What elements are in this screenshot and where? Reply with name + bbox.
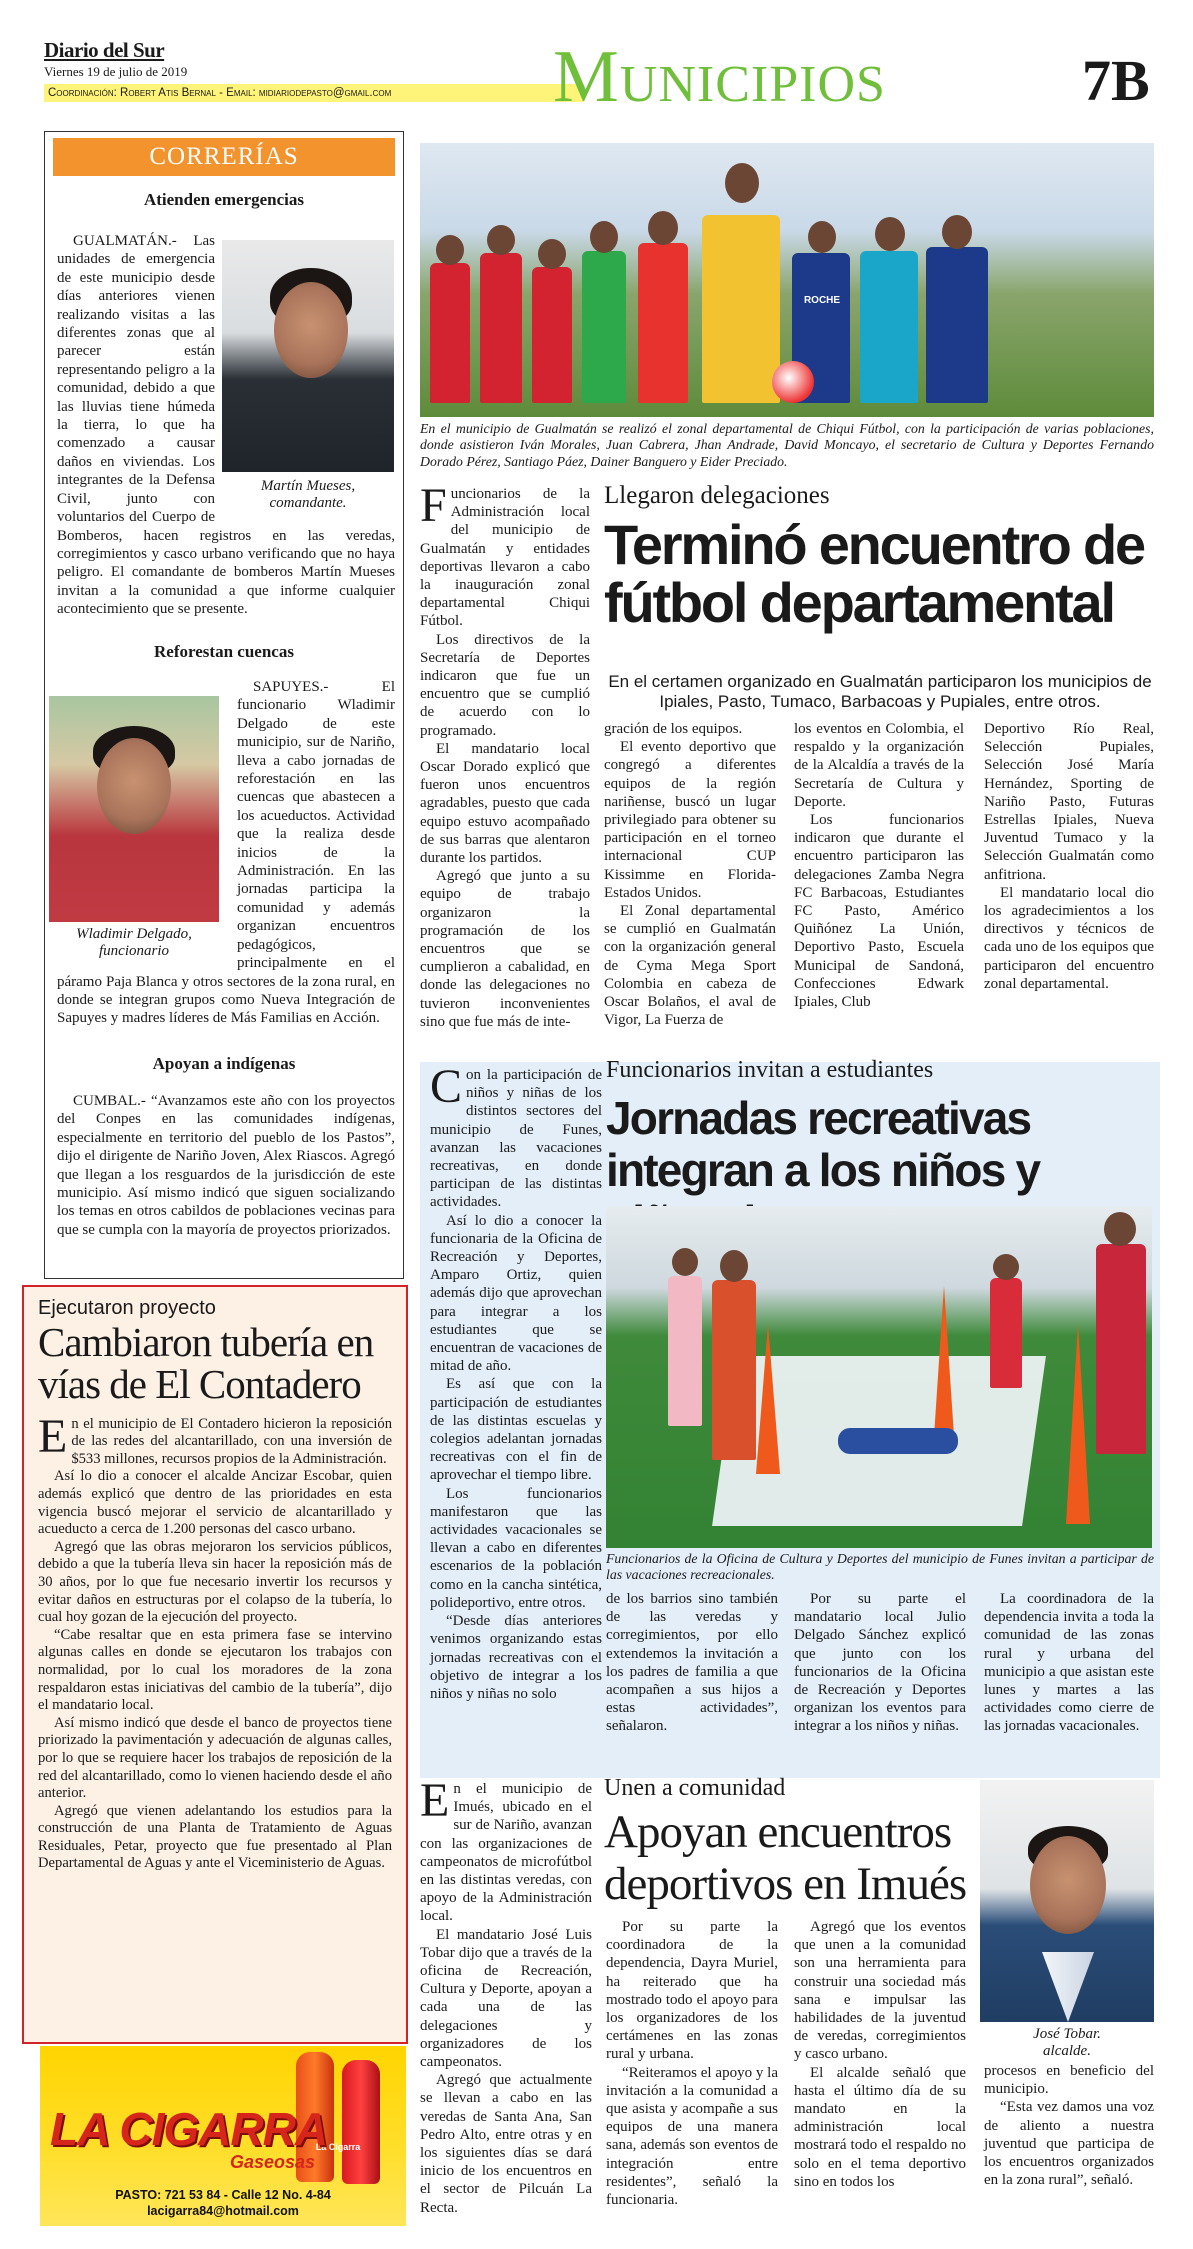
article-column: Por su parte la coordinadora de la dependencia, Dayra Muriel, ha reiterado que ha mostrado todo el apoyo para los organizadores de los certámenes en las zonas rural y urbana. “Reiteramos el apoyo y la invitación a la comunidad a que asista y acompañe a sus equipos de una manera sana, además son eventos de integración entre residentes”, señaló la funcionaria. bbox=[606, 1919, 778, 2209]
bottle-icon bbox=[342, 2060, 380, 2184]
photo-jose-tobar bbox=[980, 1780, 1154, 2022]
masthead bbox=[44, 38, 604, 126]
article-column: los eventos en Colombia, el respaldo y la organización de la Alcaldía a través de la Secretaría de Cultura y Deporte. Los funcionarios indicaron que durante el encuentro participaron las delegaciones Zamba Negra FC Barbacoas, Estudiantes FC Pasto, Américo Quiñónez La Unión, Deportivo Pasto, Escuela Municipal de Sandoná, Confecciones Edwark Ipiales, Club bbox=[794, 721, 964, 1011]
article-column: Con la participación de niños y niñas de los distintos sectores del municipio de Funes, avanzan las vacaciones recreativas, en donde participan de las distintas actividades. Así lo dio a conocer la funcionaria de la Oficina de Recreación y Deportes, Amparo Ortiz, quien además dijo que aprovechan para integrar a los estudiantes que se encuentran de vacaciones de mitad de año. Es así que con la participación de estudiantes de las distintas escuelas y colegios adelantan jornadas recreativas con el fin de aprovechar el tiempo libre. Los funcionarios manifestaron que las actividades vacacionales se llevan a cabo en diferentes escenarios de la población como en la cancha sintética, polideportivo, entre otros. “Desde días anteriores venimos organizando estas jornadas recreativas con el objetivo de integrar a los niños y niñas no solo bbox=[430, 1060, 602, 1702]
article-headline: Apoyan encuentros deportivos en Imués bbox=[604, 1806, 967, 1910]
brief-text: GUALMATÁN.- Las unidades de emergencia de este municipio desde días anteriores vienen realizando visitas a las diferentes zonas que al parecer están representando peligro a la comunidad, debido a que las lluvias tiene húmeda la tierra, lo que ha comenzado a causar daños en viviendas. Los integrantes de la Defensa Civil, junto con voluntarios del Cuerpo de Bomberos, hacen registros en las veredas, corregimientos y casco urbano verificando que no haya peligro. El comandante de bomberos Martín Mueses invitan a la comunidad a que informe cualquier acontecimiento que se presente. bbox=[57, 233, 395, 618]
article-column: En el municipio de Imués, ubicado en el sur de Nariño, avanzan con las organizaciones de campeonatos de microfútbol en las distintas veredas, con apoyo de la Administración local. El mandatario José Luis Tobar dijo que a través de la oficina de Recreación, Cultura y Deporte, apoyan a cada una de las delegaciones y organizadores de los campeonatos. Agregó que actualmente se llevan a cabo en las veredas de Santa Ana, San Pedro Alto, entre otras y en los siguientes días se dará inicio de los encuentros en el sector de Pilcuán La Recta. bbox=[420, 1774, 592, 2216]
publication-date: Viernes 19 de julio de 2019 bbox=[44, 64, 188, 79]
article-column: Funcionarios de la Administración local del municipio de Gualmatán y entidades deportivas llevaron a cabo la inauguración zonal departamental Chiqui Fútbol. Los directivos de la Secretaría de Deportes indicaron que fue un encuentro que se cumplió de acuerdo con lo programado. El mandatario local Oscar Dorado explicó que fueron unos encuentros agradables, puesto que cada equipo estuvo acompañado de sus barras que alentaron durante los partidos. Agregó que junto a su equipo de trabajo organizaron la programación de los encuentros que se cumplieron a cabalidad, en donde las delegaciones no tuvieron inconvenientes sino que fue más de inte- bbox=[420, 479, 590, 1030]
article-kicker: Ejecutaron proyecto bbox=[38, 1297, 216, 1319]
jersey-text: ROCHE bbox=[803, 295, 841, 306]
article-column: Deportivo Río Real, Selección Pupiales, Selección José María Hernández, Sporting de Nariño Pasto, Futuras Estrellas Ipiales, Nueva Juventud Tumaco y la Selección Gualmatán como anfitriona. El mandatario local dio los agradecimientos a los directivos y técnicos de cada uno de los equipos que participaron del encuentro zonal departamental. bbox=[984, 721, 1154, 992]
photo-caption: Wladimir Delgado, funcionario bbox=[76, 926, 192, 959]
photo-caption: Martín Mueses, comandante. bbox=[260, 478, 356, 511]
brief-text: CUMBAL.- “Avanzamos este año con los proyectos del Conpes en las comunidades indígenas, especialmente en territorio del pueblo de los Pastos”, dijo el dirigente de Nariño Joven, Alex Riascos. Agregó que llegan a los resguardos de la jurisdicción de este municipio. Así mismo indicó que siguen socializando los temas en otros cabildos de poblaciones vecinas para que se cumpla con la mayoría de proyectos priorizados. bbox=[57, 1093, 395, 1238]
section-title: Municipios bbox=[553, 36, 886, 118]
photo-funes-recreation bbox=[606, 1206, 1152, 1548]
coordination-line: Coordinación: Robert Atis Bernal - Email: midiariodepasto@gmail.com bbox=[44, 84, 584, 102]
newspaper-logo: Diario del Sur bbox=[44, 38, 165, 62]
article-kicker: Unen a comunidad bbox=[604, 1775, 786, 1801]
ad-subtitle: Gaseosas bbox=[230, 2152, 316, 2172]
article-headline: Cambiaron tubería en vías de El Contadero bbox=[38, 1319, 374, 1407]
brief-text: SAPUYES.- El funcionario Wladimir Delgado de este municipio, sur de Nariño, lleva a cabo jornadas de reforestación en las cuencas que abastecen a los acueductos. Actividad que la realiza desde inicios de la Administración. En las jornadas participa la comunidad y además organizan encuentros pedagógicos, principalmente en el páramo Paja Blanca y otros sectores de la zona rural, en donde se integran grupos como Nueva Integración de Sapuyes y madres líderes de Más Familias en Acción. bbox=[57, 679, 395, 1027]
article-column: Agregó que los eventos que unen a la comunidad son una herramienta para construir una sociedad más sana e impulsar las habilidades de la juventud de veredas, corregimientos y casco urbano. El alcalde señaló que hasta el último día de su mandato en la administración local mostrará todo el respaldo no solo en el tema deportivo sino en todos los bbox=[794, 1919, 966, 2190]
article-headline: Terminó encuentro de fútbol departamental bbox=[604, 513, 1144, 634]
brief-heading: Atienden emergencias bbox=[143, 190, 305, 209]
article-deck: En el certamen organizado en Gualmatán participaron los municipios de Ipiales, Pasto, Tumaco, Barbacoas y Pupiales, entre otros. bbox=[608, 672, 1152, 711]
correrias-title: CORRERÍAS bbox=[53, 138, 395, 176]
bottle-label: La Cigarra bbox=[315, 2142, 361, 2152]
advertisement-la-cigarra[interactable] bbox=[40, 2046, 406, 2226]
contadero-article bbox=[22, 1285, 408, 2044]
article-kicker: Funcionarios invitan a estudiantes bbox=[606, 1057, 934, 1083]
article-column: La coordinadora de la dependencia invita a toda la comunidad de las zonas rural y urbana del municipio a que asistan este lunes y martes a las actividades como cierre de las jornadas vacacionales. bbox=[984, 1591, 1154, 1735]
article-column: procesos en beneficio del municipio. “Esta vez damos una voz de aliento a nuestra juventud que participa de los encuentros organizados en la zona rural”, señaló. bbox=[984, 2063, 1154, 2189]
ad-brand: LA CIGARRA bbox=[50, 2103, 328, 2155]
page-number: 7B bbox=[1082, 48, 1150, 113]
article-column: Por su parte el mandatario local Julio Delgado Sánchez explicó que junto con los funcionarios de la Oficina de Recreación y Deportes organizan los eventos para integrar a los niños y niñas. bbox=[794, 1591, 966, 1735]
article-headline: Jornadas recreativas integran a los niños y bbox=[606, 1092, 1040, 1196]
brief-heading: Reforestan cuencas bbox=[154, 642, 294, 661]
article-body: En el municipio de El Contadero hicieron la reposición de las redes del alcantarillado, con una inversión de $533 millones, recursos propios de la Administración. Así lo dio a conocer el alcalde Ancizar Escobar, quien además explicó que dentro de las prioridades en esta vigencia buscó mejorar el servicio de alcantarillado y acueducto a cerca de 1.200 personas del casco urbano. Agregó que las obras mejoraron los servicios públicos, debido a que la tubería lleva sin hacer la reposición más de 30 años, por lo que fue necesario invertir los recursos y evitar daños en estructuras por el colapso de la tubería, lo cual hoy gozan de la ejecución del proyecto. “Cabe resaltar que en esta primera fase se intervino algunas calles en donde se ejecutaron los trabajos con normalidad, por lo cual los moradores de la zona respaldaron estas iniciativas del cambio de la tubería”, dijo el mandatario local. Así mismo indicó que desde el banco de proyectos tiene priorizado la pavimentación y adecuación de algunas calles, por lo que se requiere hacer los trabajos de reposición de la red del alcantarillado, como lo vienen haciendo desde el año anterior. Agregó que vienen adelantando los estudios para la construcción de una Planta de Tratamiento de Aguas Residuales, Petar, proyecto que fue presentado al Plan Departamental de Aguas y ante el Viceministerio de Aguas. bbox=[38, 1409, 392, 1872]
correrias-box bbox=[44, 131, 404, 1279]
article-column: de los barrios sino también de las veredas y corregimientos, por ello extendemos la invitación a los padres de familia a que acompañen a sus hijos a estas actividades”, señalaron. bbox=[606, 1591, 778, 1735]
photo-caption: José Tobar. alcalde. bbox=[1033, 2026, 1101, 2059]
ad-contact: PASTO: 721 53 84 - Calle 12 No. 4-84 lacigarra84@hotmail.com bbox=[115, 2188, 331, 2218]
photo-caption: En el municipio de Gualmatán se realizó el zonal departamental de Chiqui Fútbol, con la participación de varias poblaciones, donde asistieron Iván Morales, Juan Cabrera, Jhan Andrade, David Moncayo, el secretario de Cultura y Deportes Fernando Dorado Pérez, Santiago Páez, Dainer Banguero y Eider Preciado. bbox=[420, 421, 1154, 469]
article-column: gración de los equipos. El evento deportivo que congregó a diferentes equipos de la región nariñense, buscó un lugar privilegiado para obtener su participación en el torneo internacional CUP Kissimme en Florida- Estados Unidos. El Zonal departamental se cumplió en Gualmatán con la organización general de Cyma Mega Sport Colombia en cabeza de Oscar Bolaños, el aval de Vigor, La Fuerza de bbox=[604, 721, 776, 1029]
article-kicker: Llegaron delegaciones bbox=[604, 482, 830, 509]
photo-caption: Funcionarios de la Oficina de Cultura y Deportes del municipio de Funes invitan a participar de las vacaciones recreacionales. bbox=[606, 1551, 1154, 1583]
photo-chiqui-futbol bbox=[420, 143, 1154, 417]
brief-heading: Apoyan a indígenas bbox=[152, 1054, 296, 1073]
